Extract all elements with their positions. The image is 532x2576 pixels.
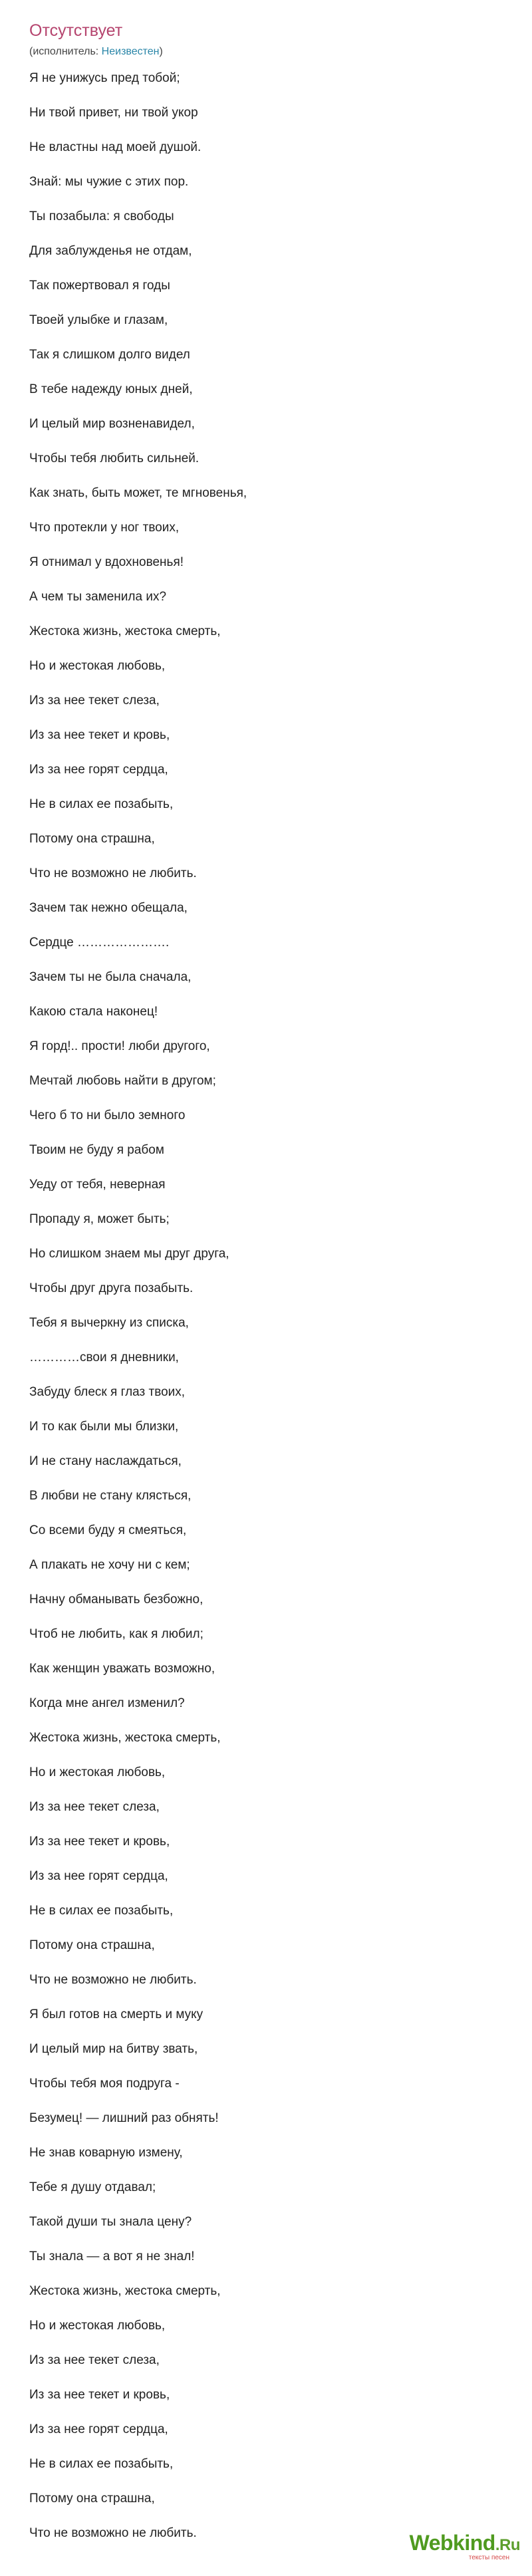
lyric-line: Чтобы тебя любить сильней.: [29, 451, 200, 465]
logo-name: Webkind: [409, 2531, 495, 2555]
lyric-line: Ни твой привет, ни твой укор: [29, 106, 198, 120]
lyric-line: Не в силах ее позабыть,: [29, 1904, 174, 1918]
lyric-line: Знай: мы чужие с этих пор.: [29, 175, 189, 189]
lyric-line: Ты позабыла: я свободы: [29, 209, 174, 223]
lyric-line: Уеду от тебя, неверная: [29, 1178, 166, 1192]
lyric-line: Потому она страшна,: [29, 1938, 155, 1952]
lyric-line: Как знать, быть может, те мгновенья,: [29, 486, 247, 500]
performer-line: [29, 47, 163, 57]
lyric-line: Но и жестокая любовь,: [29, 659, 166, 673]
lyric-line: Не в силах ее позабыть,: [29, 797, 174, 811]
lyric-line: Какою стала наконец!: [29, 1005, 158, 1019]
song-title: Отсутствует: [29, 21, 123, 40]
lyric-line: Ты знала — а вот я не знал!: [29, 2250, 195, 2263]
lyric-line: Безумец! — лишний раз обнять!: [29, 2111, 219, 2125]
lyric-line: И целый мир возненавидел,: [29, 417, 195, 431]
lyric-line: Так пожертвовал я годы: [29, 279, 170, 293]
lyric-line: Но и жестокая любовь,: [29, 1765, 166, 1779]
lyric-line: Потому она страшна,: [29, 832, 155, 846]
lyric-line: Чтобы тебя моя подруга -: [29, 2077, 180, 2091]
performer-prefix: (исполнитель:: [29, 46, 102, 57]
lyric-line: Сердце ………………….: [29, 936, 170, 950]
lyrics-text: [29, 70, 247, 2560]
lyric-line: Из за нее горят сердца,: [29, 1869, 168, 1883]
lyric-line: Потому она страшна,: [29, 2492, 155, 2506]
lyric-line: Твоей улыбке и глазам,: [29, 313, 168, 327]
lyric-line: Я не унижусь пред тобой;: [29, 71, 180, 85]
lyric-line: Из за нее горят сердца,: [29, 763, 168, 777]
lyric-line: Жестока жизнь, жестока смерть,: [29, 624, 221, 638]
lyric-line: Что не возможно не любить.: [29, 866, 197, 880]
lyric-line: Но и жестокая любовь,: [29, 2319, 166, 2333]
lyric-line: В любви не стану клясться,: [29, 1489, 192, 1503]
lyric-line: Из за нее горят сердца,: [29, 2422, 168, 2436]
lyric-line: Из за нее текет слеза,: [29, 2353, 160, 2367]
lyric-line: Не властны над моей душой.: [29, 140, 201, 154]
lyric-line: Жестока жизнь, жестока смерть,: [29, 2284, 221, 2298]
lyric-line: Забуду блеск я глаз твоих,: [29, 1385, 186, 1399]
lyric-line: Я был готов на смерть и муку: [29, 2007, 203, 2021]
lyric-line: А чем ты заменила их?: [29, 590, 167, 604]
lyric-line: Жестока жизнь, жестока смерть,: [29, 1731, 221, 1745]
lyric-line: И целый мир на битву звать,: [29, 2042, 198, 2056]
lyric-line: Так я слишком долго видел: [29, 348, 190, 362]
lyric-line: Твоим не буду я рабом: [29, 1143, 164, 1157]
lyric-line: Я горд!.. прости! люби другого,: [29, 1039, 210, 1053]
lyric-line: Со всеми буду я смеяться,: [29, 1523, 187, 1537]
lyric-line: Что не возможно не любить.: [29, 1973, 197, 1987]
lyric-line: Из за нее текет слеза,: [29, 694, 160, 708]
lyric-line: Чтобы друг друга позабыть.: [29, 1281, 194, 1295]
lyric-line: Я отнимал у вдохновенья!: [29, 555, 184, 569]
lyric-line: Зачем ты не была сначала,: [29, 970, 192, 984]
lyric-line: И то как были мы близки,: [29, 1420, 179, 1434]
lyric-line: Когда мне ангел изменил?: [29, 1696, 185, 1710]
lyric-line: Что протекли у ног твоих,: [29, 521, 180, 535]
lyric-line: Мечтай любовь найти в другом;: [29, 1074, 216, 1088]
lyric-line: …………свои я дневники,: [29, 1351, 179, 1364]
performer-suffix: ): [159, 46, 163, 57]
lyric-line: Не знав коварную измену,: [29, 2146, 183, 2160]
site-logo[interactable]: [410, 2532, 520, 2561]
artist-link[interactable]: Неизвестен: [101, 46, 160, 57]
lyric-line: Из за нее текет и кровь,: [29, 2388, 170, 2402]
lyric-line: В тебе надежду юных дней,: [29, 382, 193, 396]
lyric-line: Чтоб не любить, как я любил;: [29, 1627, 203, 1641]
lyric-line: Для заблужденья не отдам,: [29, 244, 192, 258]
lyric-line: Но слишком знаем мы друг друга,: [29, 1247, 229, 1261]
lyric-line: Тебе я душу отдавал;: [29, 2180, 156, 2194]
lyric-line: Начну обманывать безбожно,: [29, 1593, 203, 1607]
lyric-line: Из за нее текет и кровь,: [29, 1835, 170, 1849]
lyric-line: Что не возможно не любить.: [29, 2526, 197, 2540]
lyric-line: Из за нее текет и кровь,: [29, 728, 170, 742]
lyric-line: Тебя я вычеркну из списка,: [29, 1316, 189, 1330]
lyric-line: Чего б то ни было земного: [29, 1108, 186, 1122]
lyric-line: И не стану наслаждаться,: [29, 1454, 182, 1468]
logo-wordmark: [410, 2532, 520, 2553]
lyric-line: Не в силах ее позабыть,: [29, 2457, 174, 2471]
lyric-line: Из за нее текет слеза,: [29, 1800, 160, 1814]
lyric-line: Как женщин уважать возможно,: [29, 1662, 215, 1676]
lyric-line: Пропаду я, может быть;: [29, 1212, 170, 1226]
logo-domain: .Ru: [495, 2536, 520, 2554]
logo-tagline: тексты песен: [468, 2554, 509, 2561]
lyric-line: Зачем так нежно обещала,: [29, 901, 188, 915]
lyric-line: Такой души ты знала цену?: [29, 2215, 192, 2229]
lyric-line: А плакать не хочу ни с кем;: [29, 1558, 190, 1572]
